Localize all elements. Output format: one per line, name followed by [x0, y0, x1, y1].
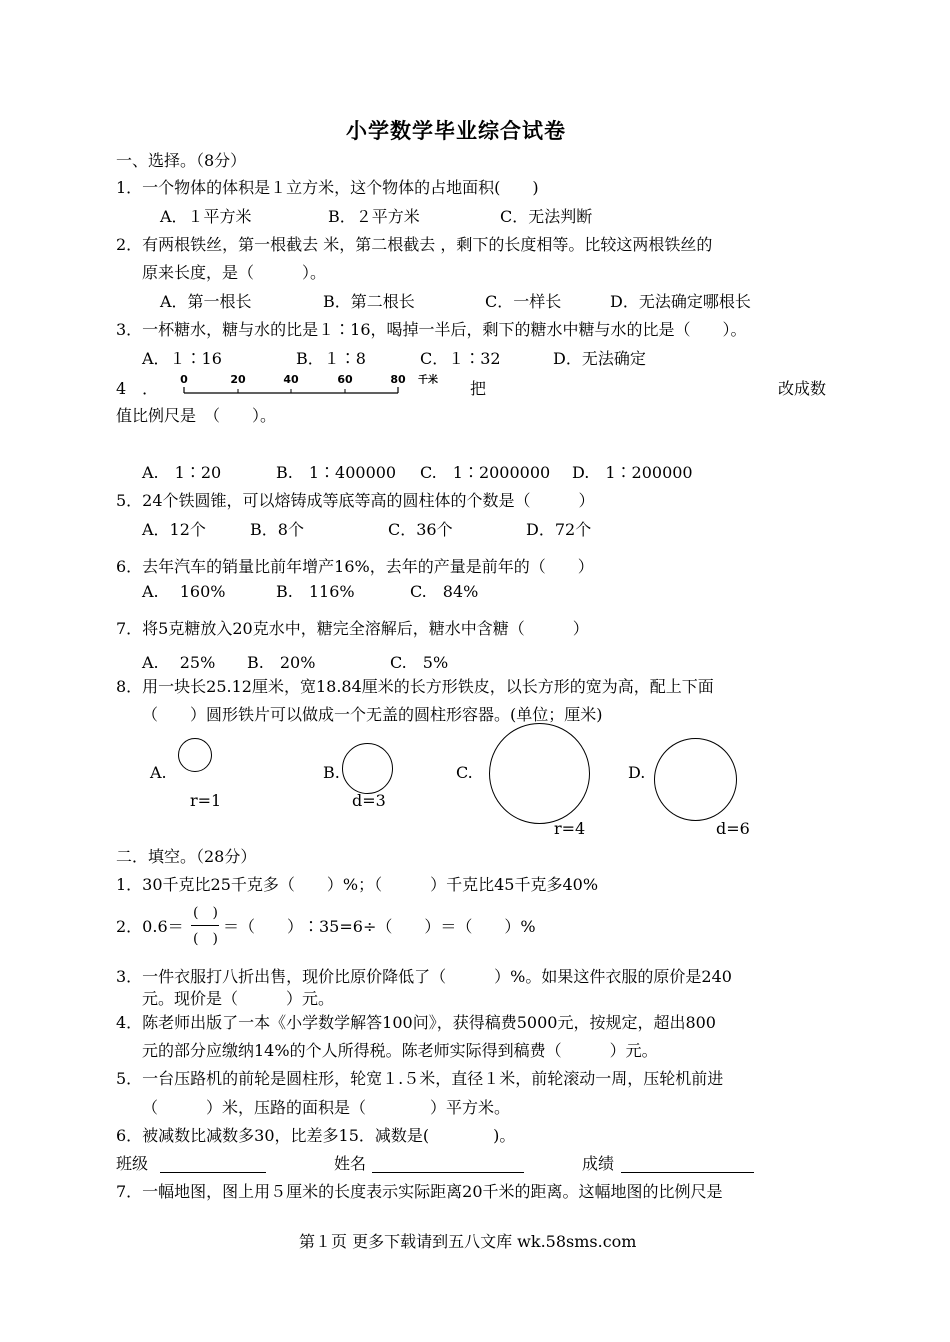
q3-option-b: B．１∶8	[296, 349, 366, 368]
circle-d	[654, 738, 737, 821]
q8-stem: 8．用一块长25.12厘米，宽18.84厘米的长方形铁皮，以长方形的宽为高，配上下面	[116, 677, 714, 696]
fill-q5-cont: （ ）米，压路的面积是（ ）平方米。	[142, 1098, 511, 1117]
circle-c	[489, 723, 590, 824]
q7-option-b: B. 20%	[247, 653, 316, 672]
q4-word-ba: 把	[470, 379, 487, 398]
q1-option-c: C．无法判断	[500, 207, 593, 226]
fraction-line	[191, 925, 219, 926]
q3-option-a: A．１∶16	[142, 349, 222, 368]
q4-option-d: D. 1∶200000	[572, 463, 693, 482]
fill-q6: 6．被减数比减数多30，比差多15．减数是( )。	[116, 1126, 516, 1145]
fill-q7: 7．一幅地图，图上用５厘米的长度表示实际距离20千米的距离。这幅地图的比例尺是	[116, 1182, 723, 1201]
circle-b	[342, 743, 393, 794]
q5-stem: 5．24个铁圆锥，可以熔铸成等底等高的圆柱体的个数是（ ）	[116, 491, 595, 510]
score-label: 成绩	[582, 1154, 615, 1173]
q7-option-a: A. 25%	[142, 653, 216, 672]
q8-option-b-caption: d=3	[352, 791, 386, 810]
q1-option-a: A．１平方米	[160, 207, 252, 226]
q1-stem: 1．一个物体的体积是１立方米，这个物体的占地面积( )	[116, 178, 539, 197]
q2-option-c: C．一样长	[485, 292, 562, 311]
q7-option-c: C. 5%	[390, 653, 449, 672]
q5-option-a: A．12个	[142, 520, 206, 539]
q5-option-c: C．36个	[388, 520, 453, 539]
fill-q2-rest: ＝（ ）∶35=6÷（ ）＝（ ）%	[223, 917, 536, 936]
q8-option-c-letter: C.	[456, 763, 473, 782]
class-field[interactable]	[160, 1156, 266, 1173]
q6-stem: 6．去年汽车的销量比前年增产16%，去年的产量是前年的（ ）	[116, 557, 594, 576]
fill-q5: 5．一台压路机的前轮是圆柱形，轮宽１.５米，直径１米，前轮滚动一周，压轮机前进	[116, 1069, 724, 1088]
q6-option-a: A. 160%	[142, 582, 226, 601]
q8-option-b-letter: B.	[323, 763, 340, 782]
q6-option-b: B. 116%	[276, 582, 355, 601]
score-field[interactable]	[621, 1156, 754, 1173]
q8-option-d-letter: D.	[628, 763, 646, 782]
q2-stem-cont: 原来长度，是（ ）。	[142, 263, 327, 282]
scale-tick-0: 0	[180, 373, 188, 386]
scale-bar	[176, 372, 466, 398]
fraction-denominator: ( )	[193, 931, 218, 947]
section2-heading: 二．填空。（28分）	[116, 847, 257, 866]
q8-option-d-caption: d=6	[716, 819, 750, 838]
fill-q3: 3．一件衣服打八折出售，现价比原价降低了（ ）%。如果这件衣服的原价是240	[116, 967, 732, 986]
circle-a	[178, 738, 212, 772]
fill-q3-cont: 元。现价是（ ）元。	[142, 989, 335, 1008]
page-footer: 第１页 更多下载请到五八文库 wk.58sms.com	[299, 1232, 637, 1251]
q1-option-b: B．２平方米	[328, 207, 420, 226]
q4-option-c: C. 1∶2000000	[420, 463, 551, 482]
page-title: 小学数学毕业综合试卷	[346, 118, 566, 143]
scale-tick-60: 60	[337, 373, 353, 386]
q2-option-a: A．第一根长	[160, 292, 252, 311]
scale-unit: 千米	[418, 375, 438, 386]
q4-option-b: B. 1∶400000	[276, 463, 397, 482]
fraction-numerator: ( )	[193, 905, 218, 921]
q8-option-a-letter: A.	[150, 763, 167, 782]
section1-heading: 一、选择。（8分）	[116, 151, 247, 170]
class-label: 班级	[116, 1154, 149, 1173]
q8-option-a-caption: r=1	[190, 791, 222, 810]
q6-option-c: C. 84%	[410, 582, 479, 601]
q8-option-c-caption: r=4	[554, 819, 586, 838]
q2-option-d: D．无法确定哪根长	[610, 292, 751, 311]
q3-option-d: D．无法确定	[553, 349, 646, 368]
q2-stem: 2．有两根铁丝，第一根截去 米，第二根截去 ，剩下的长度相等。比较这两根铁丝的	[116, 235, 713, 254]
q2-option-b: B．第二根长	[323, 292, 415, 311]
fill-q4-cont: 元的部分应缴纳14%的个人所得税。陈老师实际得到稿费（ ）元。	[142, 1041, 658, 1060]
fill-q4: 4．陈老师出版了一本《小学数学解答100问》，获得稿费5000元，按规定，超出800	[116, 1013, 716, 1032]
q4-word-gaicheng: 改成数	[778, 379, 827, 398]
q3-option-c: C．１∶32	[420, 349, 501, 368]
q4-stem-cont: 值比例尺是 （ ）。	[116, 406, 277, 425]
scale-tick-80: 80	[390, 373, 406, 386]
q3-stem: 3．一杯糖水，糖与水的比是１∶16，喝掉一半后，剩下的糖水中糖与水的比是（ ）。	[116, 320, 747, 339]
q4-number: 4 ．	[116, 379, 159, 398]
q4-option-a: A. 1∶20	[142, 463, 222, 482]
q8-stem-cont: （ ）圆形铁片可以做成一个无盖的圆柱形容器。(单位；厘米)	[142, 705, 603, 724]
q5-option-b: B．8个	[250, 520, 304, 539]
fill-q2-prefix: 2．0.6＝	[116, 917, 184, 936]
scale-tick-40: 40	[283, 373, 299, 386]
name-field[interactable]	[372, 1156, 524, 1173]
scale-tick-20: 20	[230, 373, 246, 386]
q7-stem: 7．将5克糖放入20克水中，糖完全溶解后，糖水中含糖（ ）	[116, 619, 589, 638]
fill-q1: 1．30千克比25千克多（ ）%；（ ）千克比45千克多40%	[116, 875, 599, 894]
q5-option-d: D．72个	[526, 520, 592, 539]
name-label: 姓名	[334, 1154, 367, 1173]
